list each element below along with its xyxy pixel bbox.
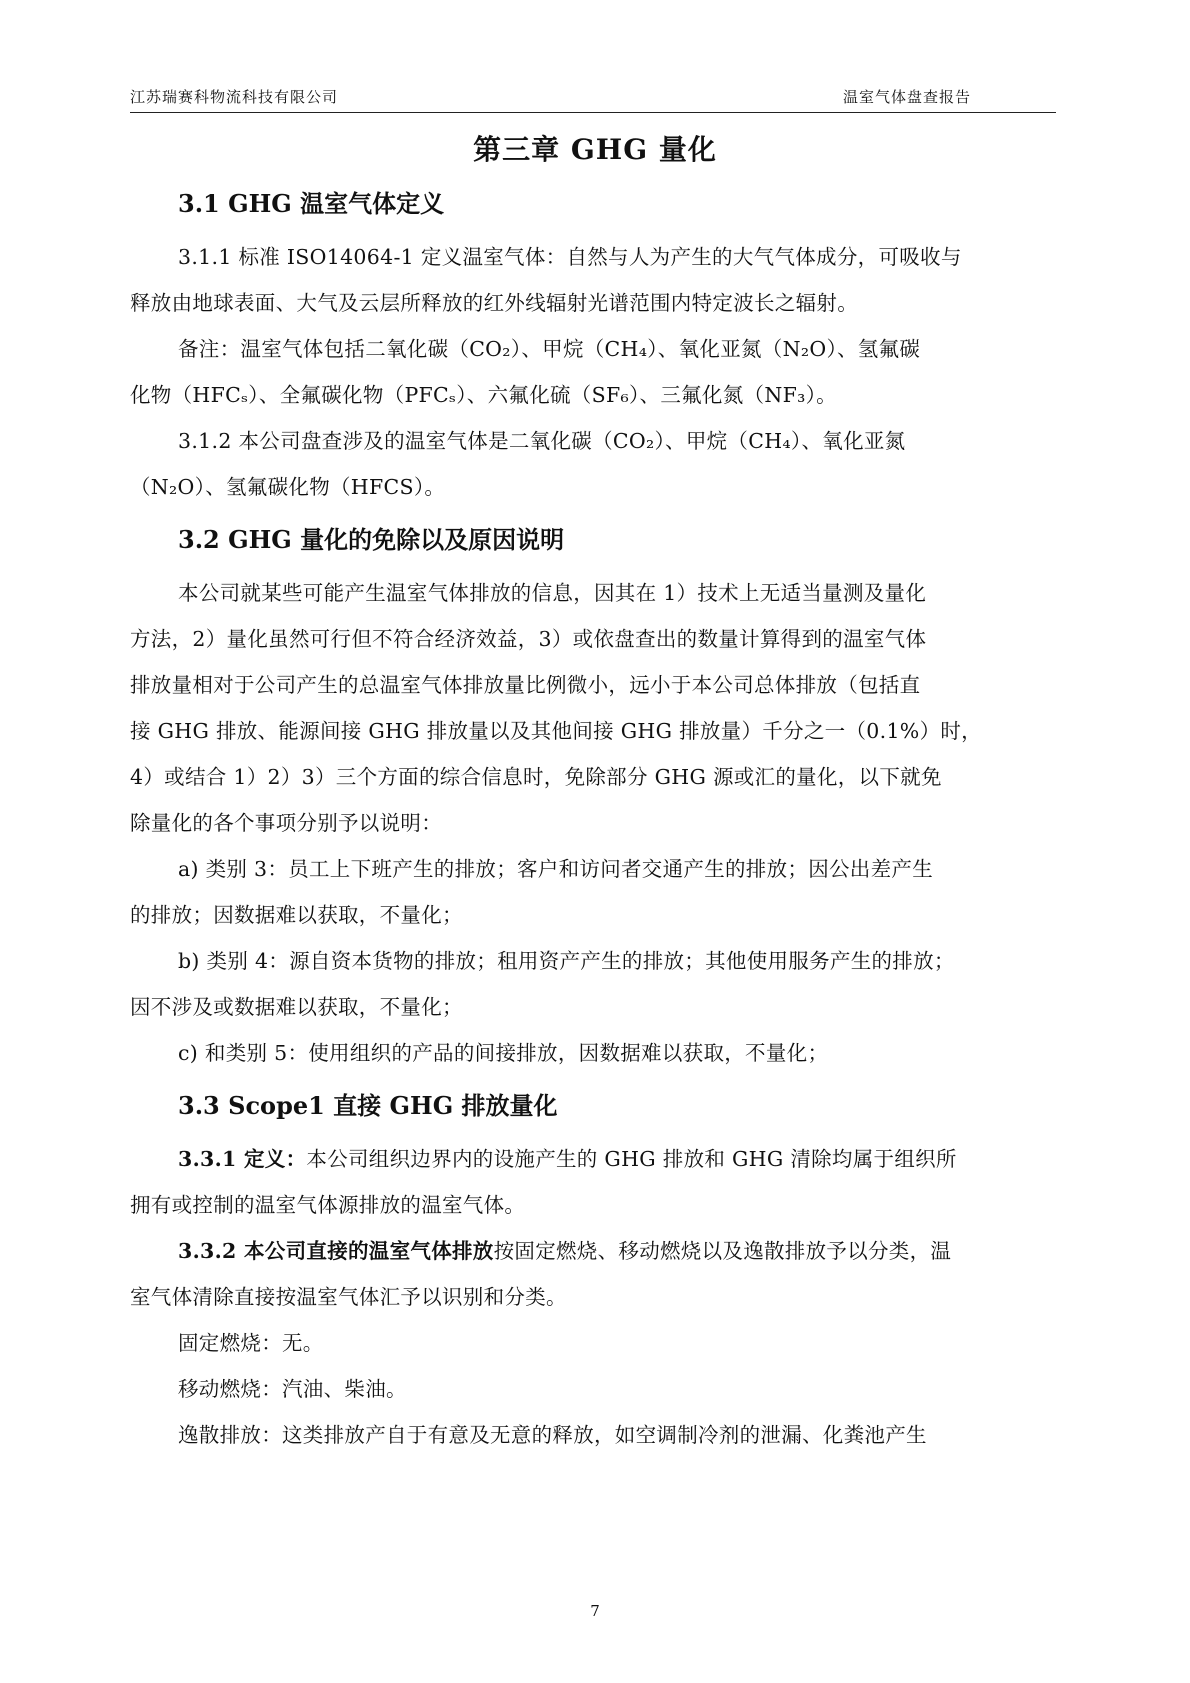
fugitive-emission: 逸散排放：这类排放产自于有意及无意的释放，如空调制冷剂的泄漏、化粪池产生 — [178, 1423, 927, 1447]
para-line: 释放由地球表面、大气及云层所释放的红外线辐射光谱范围内特定波长之辐射。 — [130, 291, 858, 315]
emission-text: 按固定燃烧、移动燃烧以及逸散排放予以分类，温 — [493, 1239, 952, 1263]
list-item-a-cont: 的排放；因数据难以获取，不量化； — [130, 903, 463, 927]
para-line: 本公司就某些可能产生温室气体排放的信息，因其在 1）技术上无适当量测及量化 — [178, 581, 927, 605]
para-line: （N₂O）、氢氟碳化物（HFCS）。 — [130, 475, 446, 499]
para-line: 3.1.1 标准 ISO14064-1 定义温室气体：自然与人为产生的大气气体成分，可吸收与 — [178, 245, 962, 269]
para-line: 备注：温室气体包括二氧化碳（CO₂）、甲烷（CH₄）、氧化亚氮（N₂O）、氢氟碳 — [178, 337, 921, 361]
section-3-2-title: 3.2 GHG 量化的免除以及原因说明 — [178, 525, 565, 554]
para-line: 化物（HFCₛ）、全氟碳化物（PFCₛ）、六氟化硫（SF₆）、三氟化氮（NF₃）。 — [130, 383, 837, 407]
para-line: 除量化的各个事项分别予以说明： — [130, 811, 442, 835]
header-company: 江苏瑞赛科物流科技有限公司 — [130, 88, 339, 106]
para-line: 排放量相对于公司产生的总温室气体排放量比例微小，远小于本公司总体排放（包括直 — [130, 673, 921, 697]
chapter-title: 第三章 GHG 量化 — [473, 133, 717, 166]
para-line: 接 GHG 排放、能源间接 GHG 排放量以及其他间接 GHG 排放量）千分之一（0.1%）时， — [130, 719, 982, 743]
para-line: 方法，2）量化虽然可行但不符合经济效益，3）或依盘查出的数量计算得到的温室气体 — [130, 627, 927, 651]
emission-label: 3.3.2 本公司直接的温室气体排放 — [178, 1239, 494, 1263]
para-line: 4）或结合 1）2）3）三个方面的综合信息时，免除部分 GHG 源或汇的量化，以下就免 — [130, 765, 942, 789]
para-line: 3.1.2 本公司盘查涉及的温室气体是二氧化碳（CO₂）、甲烷（CH₄）、氧化亚氮 — [178, 429, 906, 453]
para-line: 拥有或控制的温室气体源排放的温室气体。 — [130, 1193, 526, 1217]
list-item-b: b) 类别 4：源自资本货物的排放；租用资产产生的排放；其他使用服务产生的排放； — [178, 949, 955, 973]
page-number: 7 — [590, 1602, 600, 1620]
list-item-b-cont: 因不涉及或数据难以获取，不量化； — [130, 995, 463, 1019]
para-line — [178, 1142, 957, 1172]
list-item-a: a) 类别 3：员工上下班产生的排放；客户和访问者交通产生的排放；因公出差产生 — [178, 857, 933, 881]
section-3-3-title: 3.3 Scope1 直接 GHG 排放量化 — [178, 1091, 558, 1120]
definition-text: 本公司组织边界内的设施产生的 GHG 排放和 GHG 清除均属于组织所 — [306, 1147, 957, 1171]
section-3-1-title: 3.1 GHG 温室气体定义 — [178, 189, 445, 218]
header-report-title: 温室气体盘查报告 — [842, 88, 971, 106]
para-line — [178, 1234, 951, 1264]
para-line: 室气体清除直接按温室气体汇予以识别和分类。 — [130, 1285, 567, 1309]
definition-label: 3.3.1 定义： — [178, 1147, 307, 1171]
fixed-combustion: 固定燃烧：无。 — [178, 1331, 324, 1355]
page-header — [130, 82, 1056, 113]
list-item-c: c) 和类别 5：使用组织的产品的间接排放，因数据难以获取，不量化； — [178, 1041, 829, 1065]
mobile-combustion: 移动燃烧：汽油、柴油。 — [178, 1377, 407, 1401]
